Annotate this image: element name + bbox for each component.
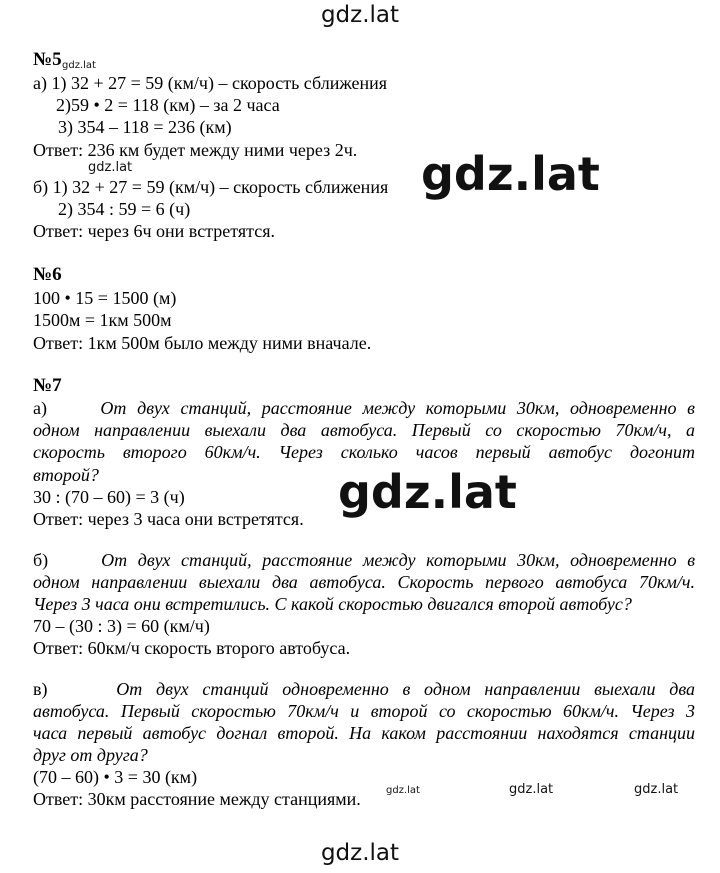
task7-a-text1: От двух станций, расстояние между которыми 30км, одновременно в <box>100 398 695 418</box>
task6-line2: 1500м = 1км 500м <box>33 310 172 330</box>
task6-heading: №6 <box>33 264 62 285</box>
watermark-bottom: gdz.lat <box>320 840 400 866</box>
watermark-big-2: gdz.lat <box>338 465 517 519</box>
task5-a-answer: Ответ: 236 км будет между ними через 2ч. <box>33 140 358 160</box>
task5-a-line3: 3) 354 – 118 = 236 (км) <box>58 117 232 137</box>
task7-heading: №7 <box>33 375 62 396</box>
task6-line1: 100 • 15 = 1500 (м) <box>33 288 177 308</box>
task7-a-answer: Ответ: через 3 часа они встретятся. <box>33 509 304 529</box>
watermark-small-4: gdz.lat <box>509 782 554 797</box>
watermark-small-5: gdz.lat <box>634 782 679 797</box>
task5-b-answer: Ответ: через 6ч они встретятся. <box>33 221 276 241</box>
task7-b-label: б) <box>33 550 49 570</box>
watermark-small-1: gdz.lat <box>62 60 96 71</box>
watermark-small-2: gdz.lat <box>88 160 133 175</box>
task7-c-label: в) <box>33 679 48 699</box>
task7-b-text-line3: Через 3 часа они встретились. С какой скоростью двигался второй автобус? <box>33 594 632 614</box>
task7-c-text-line3: часа первый автобус догнал второй. На каком расстоянии находятся станции <box>33 723 695 743</box>
watermark-top: gdz.lat <box>320 2 400 28</box>
task5-a-line1: а) 1) 32 + 27 = 59 (км/ч) – скорость сближения <box>33 73 388 93</box>
task7-b-text-line1 <box>33 549 695 571</box>
task7-a-text-line3: скорость второго 60км/ч. Через сколько часов первый автобус догонит <box>33 442 695 462</box>
task5-a-line2: 2)59 • 2 = 118 (км) – за 2 часа <box>56 95 280 115</box>
task7-c-text1: От двух станций одновременно в одном направлении выехали два <box>116 679 696 699</box>
task7-c-answer: Ответ: 30км расстояние между станциями. <box>33 789 361 809</box>
task7-a-text-line4: второй? <box>33 465 99 485</box>
task7-b-text-line2: одном направлении выехали два автобуса. Скорость первого автобуса 70км/ч. <box>33 572 695 592</box>
task7-c-text-line1 <box>33 678 695 700</box>
task7-c-text-line4: друг от друга? <box>33 745 148 765</box>
task7-b-answer: Ответ: 60км/ч скорость второго автобуса. <box>33 638 351 658</box>
task5-b-line2: 2) 354 : 59 = 6 (ч) <box>58 199 191 219</box>
task7-b-text1: От двух станций, расстояние между которыми 30км, одновременно в <box>101 550 696 570</box>
task5-b-line1: б) 1) 32 + 27 = 59 (км/ч) – скорость сближения <box>33 177 389 197</box>
task5-heading: №5 <box>33 49 62 70</box>
task7-c-calc: (70 – 60) • 3 = 30 (км) <box>33 767 198 787</box>
task7-a-text-line1 <box>33 397 695 419</box>
task7-c-text-line2: автобуса. Первый скоростью 70км/ч и второй со скоростью 60км/ч. Через 3 <box>33 701 695 721</box>
task7-a-label: а) <box>33 398 47 418</box>
task7-a-calc: 30 : (70 – 60) = 3 (ч) <box>33 487 185 507</box>
task7-b-calc: 70 – (30 : 3) = 60 (км/ч) <box>33 616 210 636</box>
watermark-small-3: gdz.lat <box>386 785 420 796</box>
task6-answer: Ответ: 1км 500м было между ними вначале. <box>33 333 372 353</box>
watermark-big-1: gdz.lat <box>421 147 600 201</box>
task7-a-text-line2: одном направлении выехали два автобуса. Первый со скоростью 70км/ч, а <box>33 420 695 440</box>
